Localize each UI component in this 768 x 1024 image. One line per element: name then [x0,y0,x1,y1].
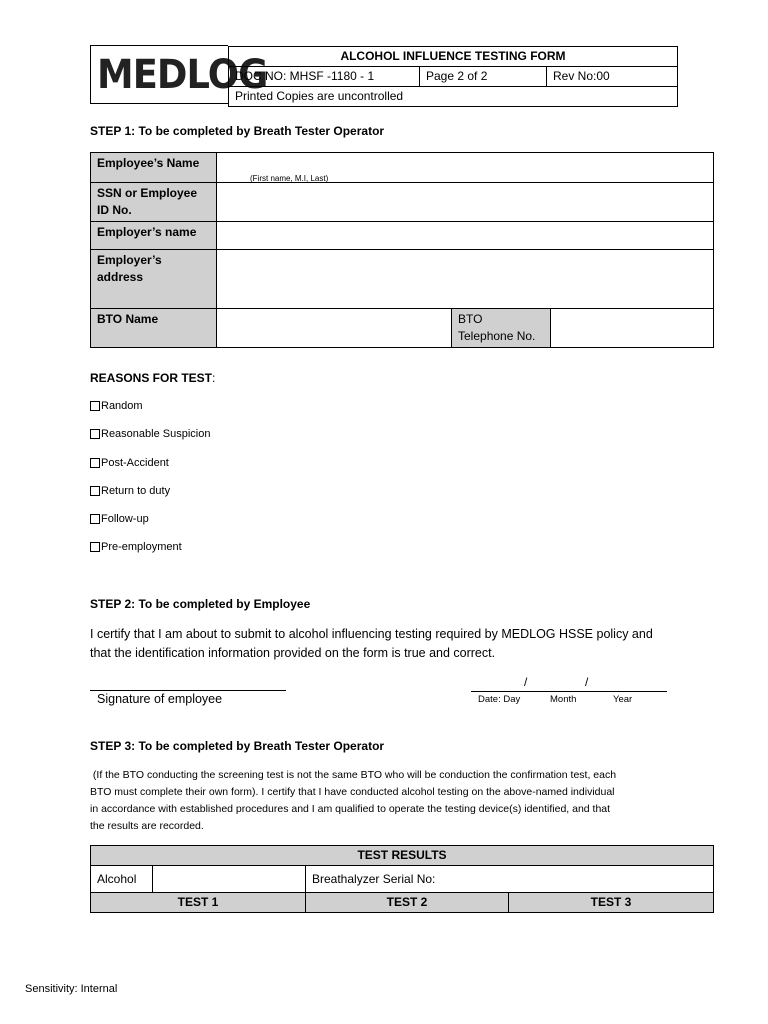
page-number: Page 2 of 2 [420,67,547,87]
breathalyzer-serial-field[interactable] [306,866,714,893]
document-header-table [228,46,678,107]
employee-name-label: Employee’s Name [91,153,217,183]
certify-line-2: that the identification information provided on the form is true and correct. [90,646,496,660]
bto-name-label: BTO Name [91,309,217,348]
reasons-heading [90,371,215,385]
step3-heading: STEP 3: To be completed by Breath Tester Operator [90,739,385,753]
reason-post-accident-label: Post-Accident [101,457,169,469]
copies-note: Printed Copies are uncontrolled [229,87,678,107]
step3-para-line-2: BTO must complete their own form). I certify that I have conducted alcohol testing on the above-named individual [90,786,615,798]
certify-line-1: I certify that I am about to submit to alcohol influencing testing required by MEDLOG HSSE policy and [90,627,653,641]
checkbox-return-to-duty[interactable] [90,486,100,496]
revision-number: Rev No:00 [547,67,678,87]
ssn-field[interactable] [217,183,714,222]
checkbox-random[interactable] [90,401,100,411]
test-3-header: TEST 3 [509,893,714,913]
employer-address-label: Employer’s address [91,250,217,309]
alcohol-field[interactable] [153,866,306,893]
date-line[interactable] [471,691,667,692]
form-title: ALCOHOL INFLUENCE TESTING FORM [229,47,678,67]
bto-phone-label-line1: BTO [458,312,483,326]
signature-line[interactable] [90,690,286,691]
bto-phone-label [452,309,551,348]
reason-pre-employment[interactable] [90,541,182,553]
medlog-logo: MEDLOG [97,52,268,98]
breathalyzer-serial-label: Breathalyzer Serial No: [312,871,436,886]
test-2-header: TEST 2 [306,893,509,913]
reason-reasonable-suspicion-label: Reasonable Suspicion [101,428,211,440]
step3-para-line-1: (If the BTO conducting the screening test is not the same BTO who will be conduction the confirmation test, each [90,769,617,781]
reason-reasonable-suspicion[interactable] [90,428,210,440]
reason-follow-up[interactable] [90,513,149,525]
test-results-table [90,845,714,913]
reason-return-to-duty[interactable] [90,485,170,497]
date-month-label: Month [550,694,577,705]
alcohol-label: Alcohol [91,866,153,893]
employee-name-field[interactable] [217,153,714,183]
date-year-label: Year [613,694,633,705]
step3-para-line-4: the results are recorded. [90,820,204,832]
employee-info-table [90,152,714,348]
employer-name-field[interactable] [217,222,714,250]
bto-name-field[interactable] [217,309,452,348]
employer-name-label: Employer’s name [91,222,217,250]
date-slash-2: / [585,675,589,689]
reason-post-accident[interactable] [90,457,169,469]
date-day-label: Date: Day [478,694,521,705]
logo-box [90,45,268,104]
checkbox-post-accident[interactable] [90,458,100,468]
checkbox-reasonable-suspicion[interactable] [90,429,100,439]
step2-heading: STEP 2: To be completed by Employee [90,597,311,611]
reasons-heading-text: REASONS FOR TEST [90,371,213,385]
reason-return-to-duty-label: Return to duty [101,485,171,497]
step3-para-line-3: in accordance with established procedures and I am qualified to operate the testing device(s) identified, and that [90,803,611,815]
signature-label: Signature of employee [97,692,223,706]
date-slash-1: / [524,675,528,689]
reason-follow-up-label: Follow-up [101,513,149,525]
checkbox-follow-up[interactable] [90,514,100,524]
step1-heading: STEP 1: To be completed by Breath Tester Operator [90,124,385,138]
bto-phone-field[interactable] [551,309,714,348]
reason-pre-employment-label: Pre-employment [101,541,182,553]
ssn-label: SSN or Employee ID No. [91,183,217,222]
name-format-hint: (First name, M.I, Last) [250,174,329,183]
checkbox-pre-employment[interactable] [90,542,100,552]
reasons-colon: : [212,371,216,385]
employer-address-field[interactable] [217,250,714,309]
doc-number: DOC NO: MHSF -1180 - 1 [229,67,420,87]
reason-random-label: Random [101,400,143,412]
reason-random[interactable] [90,400,143,412]
bto-phone-label-line2: Telephone No. [458,329,536,343]
test-results-title: TEST RESULTS [91,846,714,866]
sensitivity-label: Sensitivity: Internal [25,983,118,995]
test-1-header: TEST 1 [91,893,306,913]
